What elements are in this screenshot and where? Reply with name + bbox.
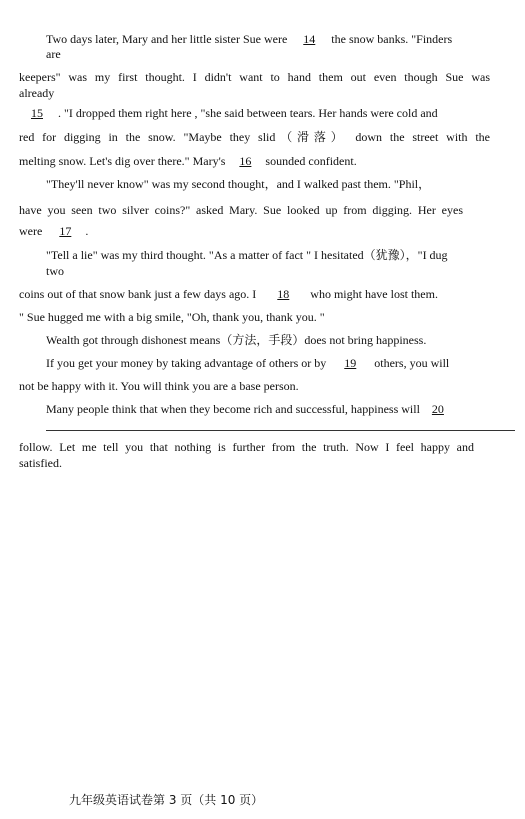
line-2: are (46, 47, 61, 61)
text: If you get your money by taking advantage of others or by (46, 356, 327, 370)
line-12: two (46, 264, 64, 278)
line-10 (19, 224, 88, 238)
line-16 (46, 356, 449, 370)
line-5 (19, 106, 490, 120)
blank-20[interactable]: 20 (431, 402, 444, 416)
line-11: "Tell a lie" was my third thought. "As a matter of fact " I hesitated（犹豫），"I dug (46, 248, 448, 262)
line-13 (19, 287, 438, 301)
line-4: already (19, 86, 55, 100)
line-19: follow. Let me tell you that nothing is further from the truth. Now I feel happy and (19, 440, 474, 454)
line-15: Wealth got through dishonest means（方法，手段）does not bring happiness. (46, 333, 427, 347)
text: were (19, 224, 43, 238)
blank-17[interactable]: 17 (59, 224, 72, 238)
answer-rule (46, 430, 515, 431)
blank-14[interactable]: 14 (303, 32, 316, 46)
text: coins out of that snow bank just a few days ago. I (19, 287, 257, 301)
blank-15[interactable]: 15 (31, 106, 43, 120)
text: . (85, 224, 89, 238)
text: sounded confident. (265, 154, 357, 168)
line-1 (46, 32, 452, 46)
blank-19[interactable]: 19 (344, 356, 357, 370)
line-17: not be happy with it. You will think you are a base person. (19, 379, 299, 393)
text: others, you will (374, 356, 450, 370)
line-18 (46, 402, 453, 416)
text: Many people think that when they become rich and successful, happiness will (46, 402, 420, 416)
line-20: satisfied. (19, 456, 62, 470)
line-3: keepers" was my first thought. I didn't want to hand them out even though Sue was (19, 70, 490, 84)
text: Two days later, Mary and her little sister Sue were (46, 32, 288, 46)
line-9: have you seen two silver coins?" asked Mary. Sue looked up from digging. Her eyes (19, 203, 463, 217)
page-footer: 九年级英语试卷第 3 页（共 10 页） (69, 793, 264, 807)
text: melting snow. Let's dig over there." Mary's (19, 154, 226, 168)
line-14: " Sue hugged me with a big smile, "Oh, thank you, thank you. " (19, 310, 325, 324)
blank-16[interactable]: 16 (239, 154, 252, 168)
text: . "I dropped them right here , "she said between tears. Her hands were cold and (58, 106, 438, 120)
text: the snow banks. "Finders (331, 32, 453, 46)
line-6: red for digging in the snow. "Maybe they slid（滑落） down the street with the (19, 130, 490, 144)
blank-18[interactable]: 18 (277, 287, 290, 301)
text: who might have lost them. (310, 287, 438, 301)
line-7 (19, 154, 357, 168)
line-8: "They'll never know" was my second thought，and I walked past them. "Phil， (46, 177, 431, 191)
